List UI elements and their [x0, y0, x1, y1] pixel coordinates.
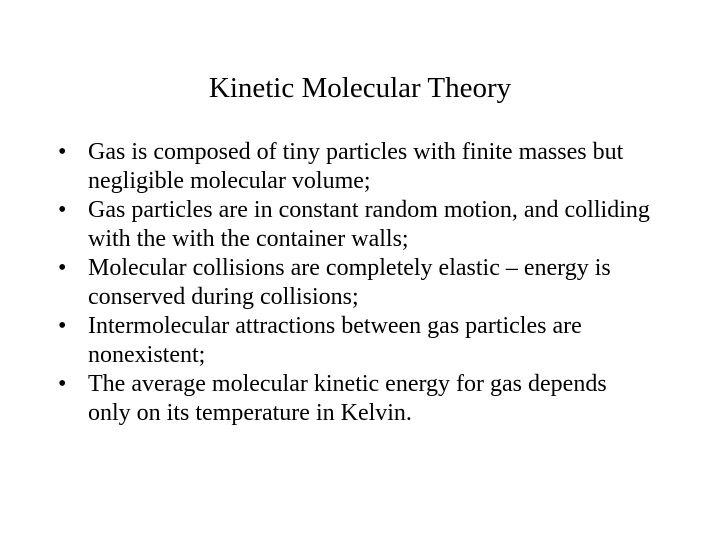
bullet-text: Molecular collisions are completely elastic – energy is conserved during collisions; [88, 255, 611, 310]
bullet-icon: • [58, 313, 67, 339]
bullet-item [55, 370, 655, 428]
bullet-item [55, 254, 655, 312]
slide-title: Kinetic Molecular Theory [208, 72, 512, 104]
bullet-item [55, 138, 655, 196]
bullet-text: Gas is composed of tiny particles with finite masses but negligible molecular volume; [88, 139, 624, 194]
bullet-icon: • [58, 255, 67, 281]
bullet-icon: • [58, 139, 67, 165]
bullet-text: The average molecular kinetic energy for gas depends only on its temperature in Kelvin. [88, 371, 607, 426]
bullet-list [55, 138, 655, 428]
bullet-item [55, 196, 655, 254]
bullet-icon: • [58, 371, 67, 397]
bullet-text: Gas particles are in constant random motion, and colliding with the with the container walls; [88, 197, 650, 252]
bullet-text: Intermolecular attractions between gas particles are nonexistent; [88, 313, 582, 368]
bullet-item [55, 312, 655, 370]
bullet-icon: • [58, 197, 67, 223]
